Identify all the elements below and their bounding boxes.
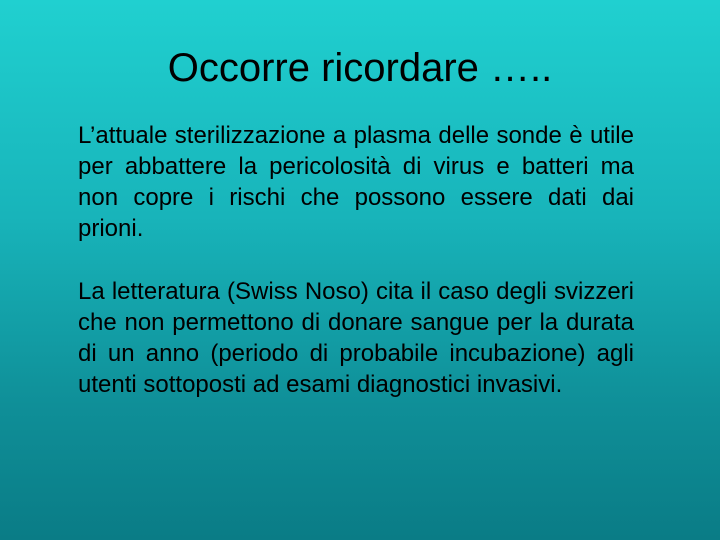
paragraph-swiss-noso: La letteratura (Swiss Noso) cita il caso degli svizzeri che non permettono di donare sangue per la durata di un anno (periodo di probabile incubazione) agli utenti sottoposti ad esami diagnostici invasivi. — [78, 278, 634, 398]
slide-body — [78, 120, 634, 400]
slide-title: Occorre ricordare ….. — [167, 46, 553, 90]
paragraph-sterilization: L’attuale sterilizzazione a plasma delle sonde è utile per abbattere la pericolosità di virus e batteri ma non copre i rischi che possono essere dati dai prioni. — [78, 122, 634, 242]
